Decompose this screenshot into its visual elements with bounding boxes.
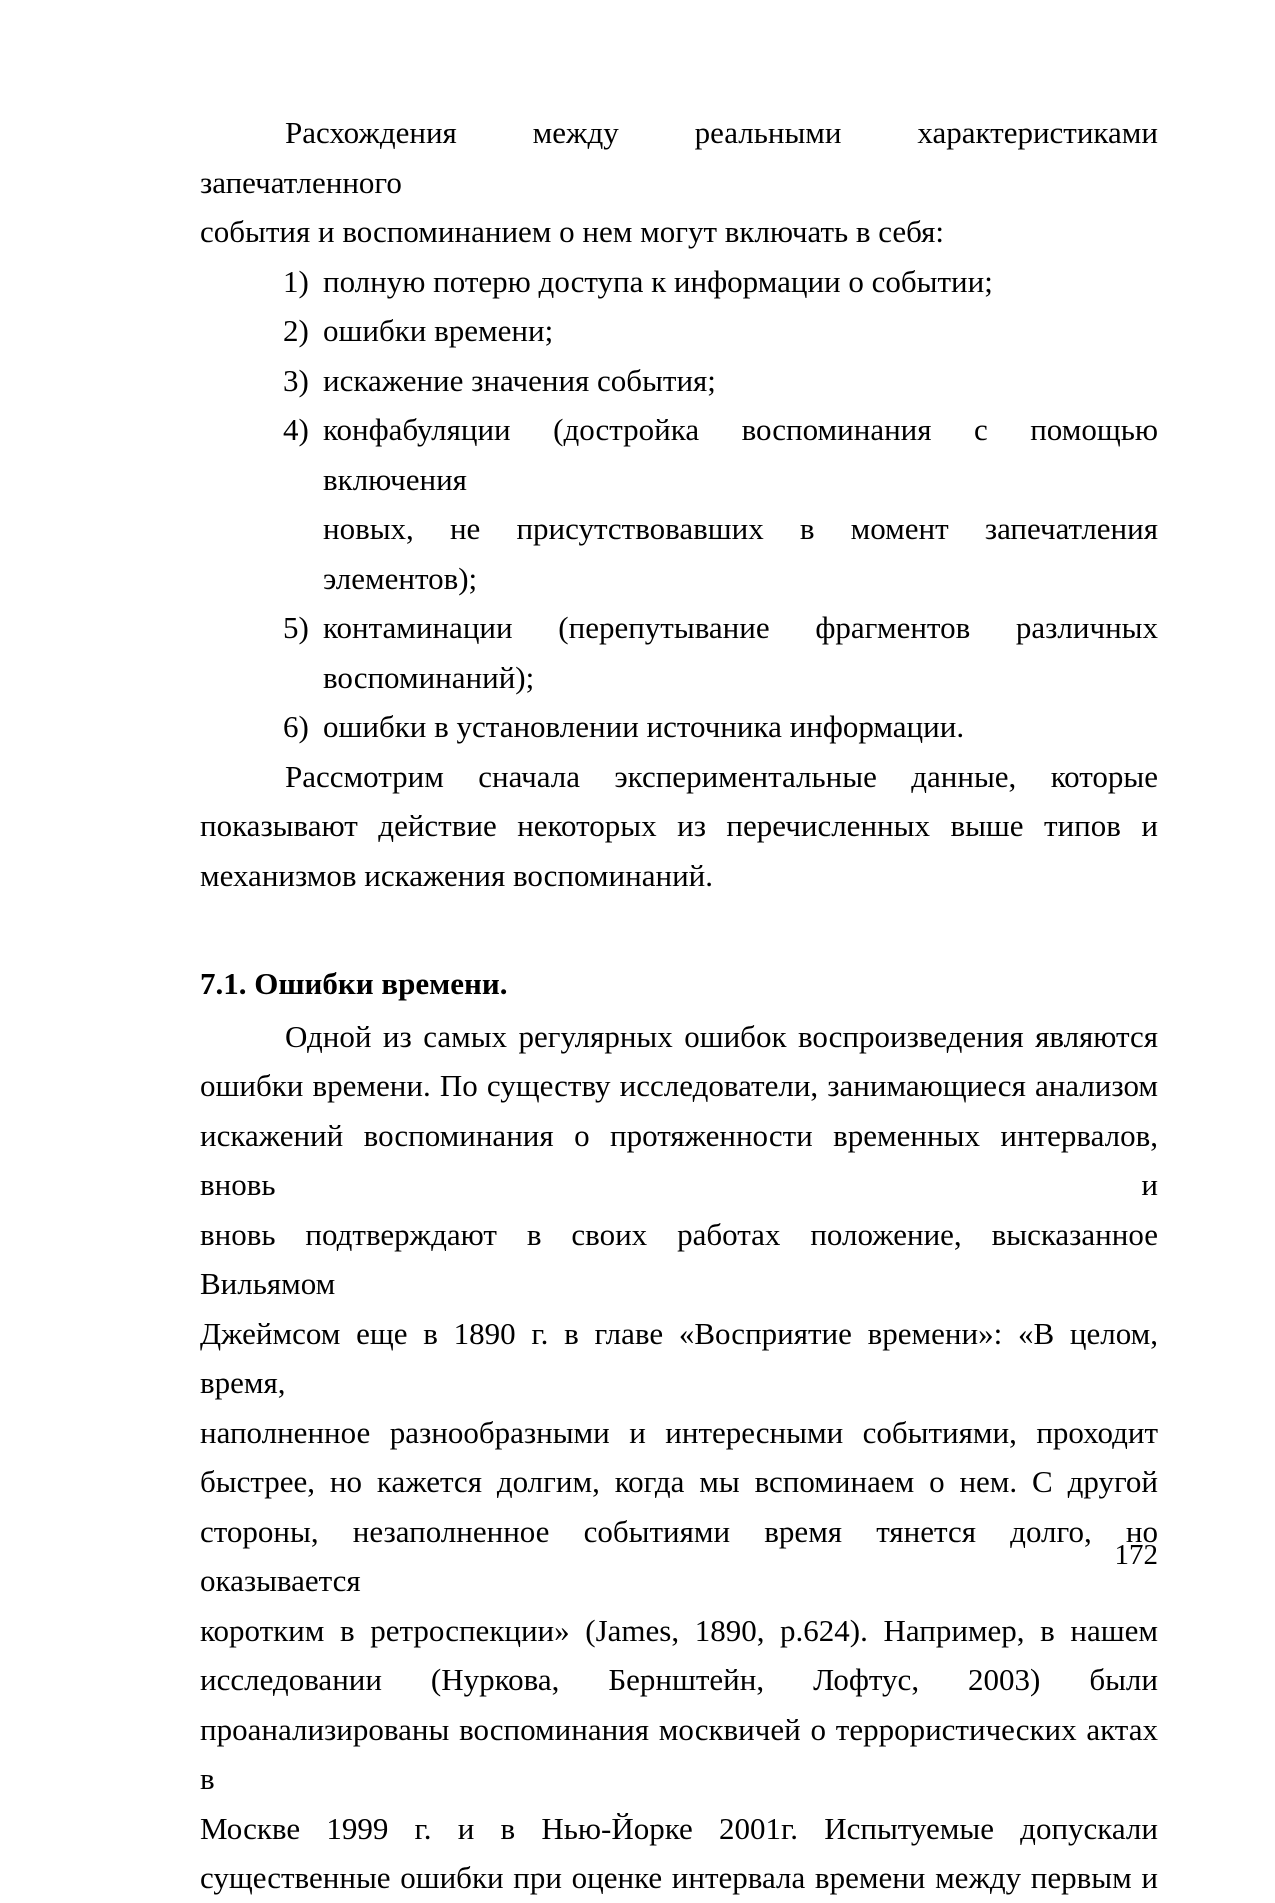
list-item	[200, 603, 1158, 702]
list-item-text: конфабуляции (достройка воспоминания с помощью включения новых, не присутствовавших в момент запечатления элементов);	[323, 412, 1158, 596]
list-item-text: полную потерю доступа к информации о событии;	[323, 263, 993, 299]
list-item-marker: 5)	[283, 610, 309, 645]
numbered-list	[200, 257, 1158, 752]
list-item-marker: 6)	[283, 709, 309, 744]
list-item	[200, 702, 1158, 752]
list-item-marker: 2)	[283, 313, 309, 348]
list-item-marker: 3)	[283, 362, 309, 398]
list-item	[200, 306, 1158, 356]
list-item-marker: 1)	[283, 263, 309, 299]
list-item-marker: 4)	[283, 412, 309, 447]
page-number: 172	[1114, 1539, 1158, 1571]
paragraph-intro: Расхождения между реальными характеристиками запечатленного события и воспоминанием о нем могут включать в себя:	[200, 115, 1158, 249]
list-item-text: ошибки в установлении источника информации.	[323, 709, 965, 744]
text-block	[200, 108, 1158, 1903]
section-heading: 7.1. Ошибки времени.	[200, 966, 508, 1001]
list-item-text: ошибки времени;	[323, 313, 554, 348]
list-item	[200, 356, 1158, 406]
paragraph-time-errors: Одной из самых регулярных ошибок воспроизведения являются ошибки времени. По существу исследователи, занимающиеся анализом искажений воспоминания о протяженности временных интервалов, вновь и вновь подтверждают в своих работах положение, высказанное Вильямом Джеймсом еще в 1890 г. в главе «Восприятие времени»: «В целом, время, наполненное разнообразными и интересными событиями, проходит быстрее, но кажется долгим, когда мы вспоминаем о нем. С другой стороны, незаполненное событиями время тянется долго, но оказывается коротким в ретроспекции» (James, 1890, p.624). Например, в нашем исследовании (Нуркова, Бернштейн, Лофтус, 2003) были проанализированы воспоминания москвичей о террористических актах в Москве 1999 г. и в Нью-Йорке 2001г. Испытуемые допускали существенные ошибки при оценке интервала времени между первым и	[200, 1018, 1158, 1895]
list-item	[200, 257, 1158, 307]
paragraph-overview: Рассмотрим сначала экспериментальные данные, которые показывают действие некоторых из перечисленных выше типов и механизмов искажения воспоминаний.	[200, 758, 1158, 893]
list-item-text: контаминации (перепутывание фрагментов различных воспоминаний);	[323, 610, 1158, 695]
list-item	[200, 405, 1158, 603]
list-item-text: искажение значения события;	[323, 362, 716, 398]
